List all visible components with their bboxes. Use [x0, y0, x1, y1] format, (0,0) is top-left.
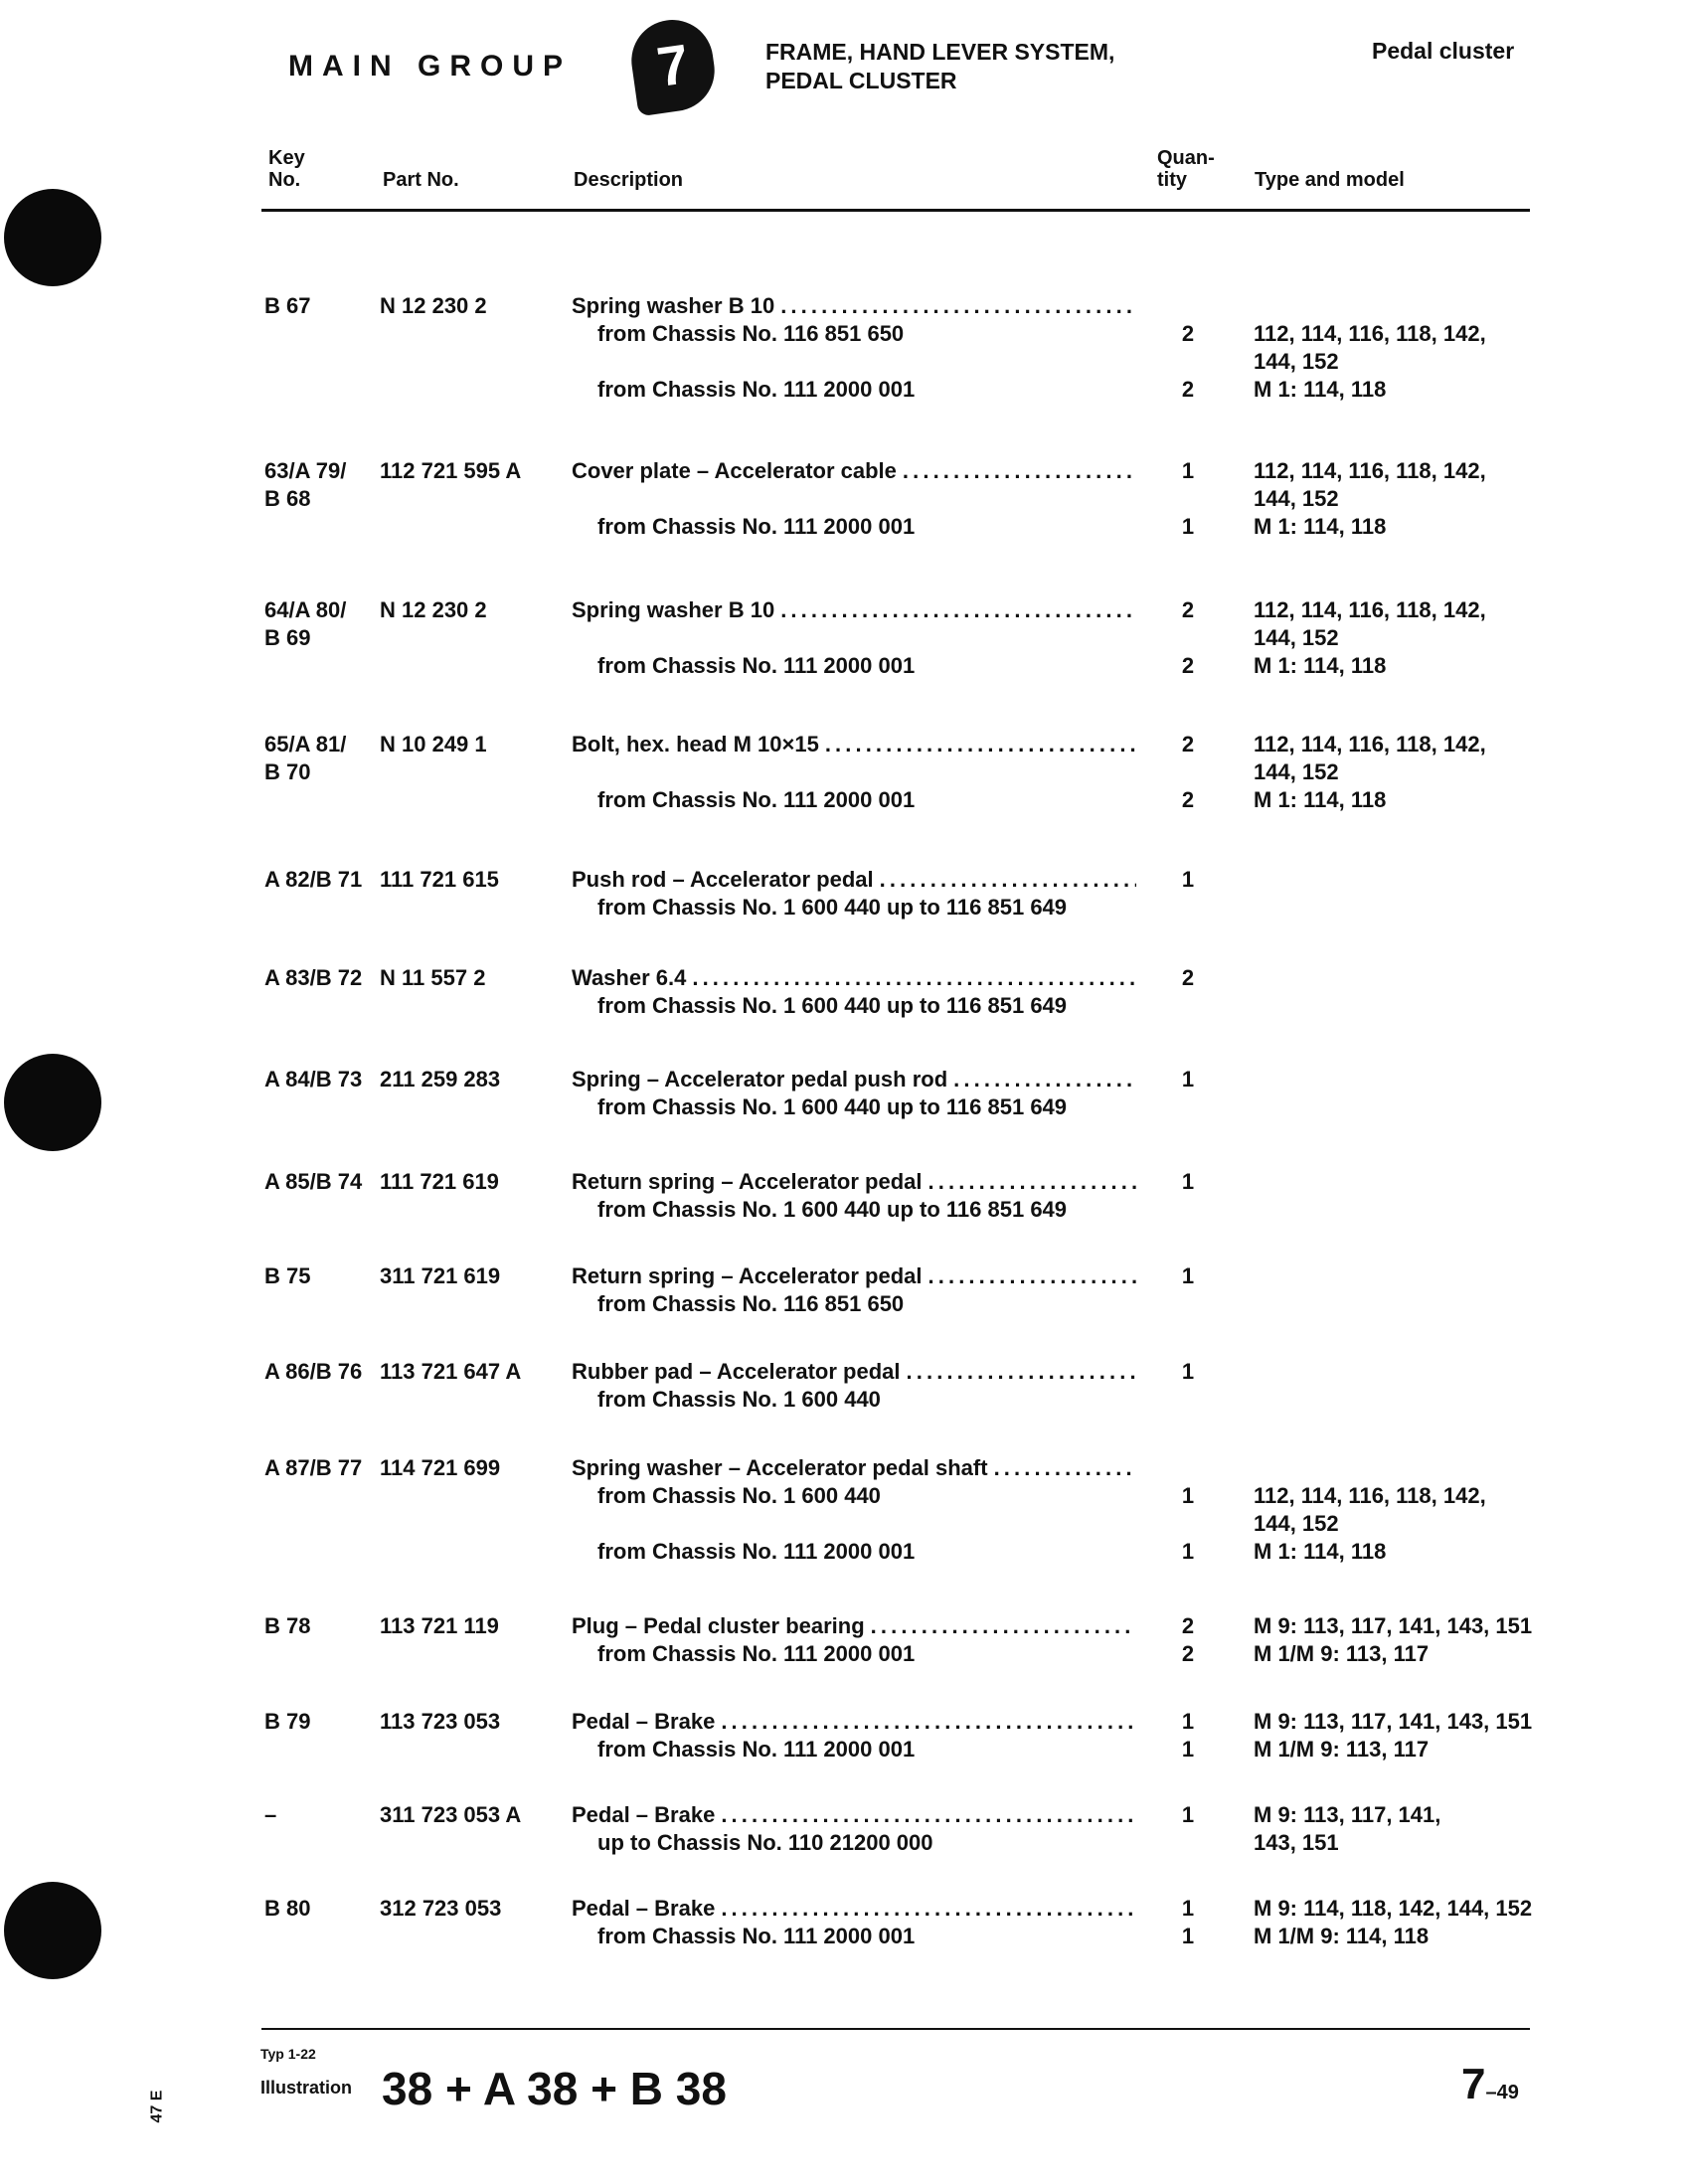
description: [572, 1801, 1136, 1829]
footer-illustration-ref: 38 + A 38 + B 38: [382, 2063, 727, 2114]
key-no: A 82/B 71: [264, 867, 363, 892]
quantity: 2: [1181, 321, 1195, 346]
col-quantity: Quan- tity: [1157, 147, 1215, 191]
type-model: 112, 114, 116, 118, 142, 144, 152: [1254, 1483, 1486, 1536]
footer-typ: Typ 1-22: [260, 2046, 316, 2062]
quantity: 1: [1181, 1169, 1195, 1194]
part-no: 113 721 119: [380, 1613, 499, 1638]
description: [572, 964, 1136, 992]
quantity: 1: [1181, 1483, 1195, 1508]
key-no: A 83/B 72: [264, 965, 363, 990]
description-text: Rubber pad – Accelerator pedal: [572, 1359, 901, 1384]
quantity: 2: [1181, 787, 1195, 812]
quantity: 1: [1181, 867, 1195, 892]
description-text: Spring washer B 10: [572, 597, 775, 622]
part-no: 311 723 053 A: [380, 1802, 522, 1827]
quantity: 1: [1181, 1263, 1195, 1288]
dot-leader: [907, 1358, 1136, 1386]
description-text: Spring washer B 10: [572, 293, 775, 318]
description: [572, 1168, 1136, 1196]
dot-leader: [780, 292, 1136, 320]
quantity: 2: [1181, 597, 1195, 622]
dot-leader: [721, 1708, 1136, 1736]
description-text: Pedal – Brake: [572, 1802, 716, 1827]
description-detail: from Chassis No. 1 600 440 up to 116 851 649: [597, 1197, 1068, 1222]
page-number-sub: –49: [1485, 2082, 1519, 2103]
description-detail: from Chassis No. 111 2000 001: [597, 1924, 916, 1948]
description-detail: from Chassis No. 111 2000 001: [597, 787, 916, 812]
header-rule: [261, 209, 1530, 212]
description: [572, 1895, 1136, 1923]
key-no: A 86/B 76: [264, 1359, 363, 1384]
description-detail: from Chassis No. 116 851 650: [597, 321, 905, 346]
dot-leader: [903, 457, 1136, 485]
description-text: Plug – Pedal cluster bearing: [572, 1613, 865, 1638]
description: [572, 1612, 1136, 1640]
dot-leader: [721, 1895, 1136, 1923]
description-text: Pedal – Brake: [572, 1896, 716, 1921]
key-no: 64/A 80/ B 69: [264, 597, 347, 650]
description: [572, 1262, 1136, 1290]
quantity: 1: [1181, 458, 1195, 483]
type-model: M 9: 113, 117, 141, 143, 151: [1254, 1802, 1441, 1855]
dot-leader: [928, 1168, 1136, 1196]
quantity: 2: [1181, 1613, 1195, 1638]
description-text: Spring – Accelerator pedal push rod: [572, 1067, 948, 1092]
key-no: A 85/B 74: [264, 1169, 363, 1194]
type-model: M 1: 114, 118: [1254, 1539, 1387, 1564]
part-no: 112 721 595 A: [380, 458, 522, 483]
quantity: 2: [1181, 653, 1195, 678]
col-type-model: Type and model: [1255, 169, 1405, 191]
description-detail: up to Chassis No. 110 21200 000: [597, 1830, 933, 1855]
quantity: 1: [1181, 1709, 1195, 1734]
part-no: 111 721 619: [380, 1169, 499, 1194]
col-description: Description: [574, 169, 684, 191]
punch-hole-middle: [4, 1054, 101, 1151]
description-text: Bolt, hex. head M 10×15: [572, 732, 819, 756]
type-model: M 9: 114, 118, 142, 144, 152: [1254, 1896, 1533, 1921]
dot-leader: [880, 866, 1136, 894]
key-no: B 78: [264, 1613, 311, 1638]
dot-leader: [928, 1262, 1136, 1290]
key-no: B 67: [264, 293, 311, 318]
punch-hole-bottom: [4, 1882, 101, 1979]
quantity: 1: [1181, 1802, 1195, 1827]
description: [572, 731, 1136, 758]
description-detail: from Chassis No. 111 2000 001: [597, 653, 916, 678]
type-model: M 1: 114, 118: [1254, 377, 1387, 402]
section-title: Pedal cluster: [1372, 38, 1515, 64]
footer-illustration-label: Illustration: [260, 2078, 353, 2098]
dot-leader: [692, 964, 1136, 992]
part-no: 113 721 647 A: [380, 1359, 522, 1384]
part-no: 312 723 053: [380, 1896, 502, 1921]
quantity: 1: [1181, 1359, 1195, 1384]
description-detail: from Chassis No. 116 851 650: [597, 1291, 905, 1316]
type-model: M 1/M 9: 113, 117: [1254, 1641, 1430, 1666]
part-no: N 11 557 2: [380, 965, 486, 990]
description-detail: from Chassis No. 1 600 440: [597, 1483, 881, 1508]
description: [572, 292, 1136, 320]
side-code: 47 E: [148, 2090, 166, 2123]
key-no: B 75: [264, 1263, 311, 1288]
type-model: M 1: 114, 118: [1254, 653, 1387, 678]
type-model: M 1/M 9: 113, 117: [1254, 1737, 1430, 1762]
description: [572, 457, 1136, 485]
dot-leader: [994, 1454, 1136, 1482]
quantity: 1: [1181, 1737, 1195, 1762]
description-detail: from Chassis No. 1 600 440: [597, 1387, 881, 1412]
key-no: B 79: [264, 1709, 311, 1734]
key-no: 63/A 79/ B 68: [264, 458, 347, 511]
description-detail: from Chassis No. 1 600 440 up to 116 851 649: [597, 1094, 1068, 1119]
dot-leader: [780, 596, 1136, 624]
description-detail: from Chassis No. 111 2000 001: [597, 1539, 916, 1564]
description-text: Washer 6.4: [572, 965, 687, 990]
key-no: B 80: [264, 1896, 311, 1921]
col-part-no: Part No.: [383, 169, 459, 191]
key-no: A 84/B 73: [264, 1067, 363, 1092]
dot-leader: [721, 1801, 1136, 1829]
group-title: [765, 38, 1114, 95]
footer-rule: [261, 2028, 1530, 2030]
group-title-line1: FRAME, HAND LEVER SYSTEM,: [765, 39, 1115, 65]
quantity: 2: [1181, 1641, 1195, 1666]
description: [572, 1358, 1136, 1386]
dot-leader: [871, 1612, 1136, 1640]
description-detail: from Chassis No. 111 2000 001: [597, 1737, 916, 1762]
dot-leader: [825, 731, 1136, 758]
part-no: N 12 230 2: [380, 293, 487, 318]
part-no: 111 721 615: [380, 867, 499, 892]
quantity: 2: [1181, 377, 1195, 402]
description: [572, 1454, 1136, 1482]
quantity: 2: [1181, 965, 1195, 990]
description-text: Pedal – Brake: [572, 1709, 716, 1734]
part-no: 211 259 283: [380, 1067, 501, 1092]
type-model: M 9: 113, 117, 141, 143, 151: [1254, 1613, 1533, 1638]
group-number-badge: 7: [626, 15, 720, 117]
quantity: 1: [1181, 1067, 1195, 1092]
type-model: M 1: 114, 118: [1254, 514, 1387, 539]
key-no: 65/A 81/ B 70: [264, 732, 347, 784]
type-model: M 9: 113, 117, 141, 143, 151: [1254, 1709, 1533, 1734]
part-no: 113 723 053: [380, 1709, 501, 1734]
description: [572, 1066, 1136, 1093]
description-text: Return spring – Accelerator pedal: [572, 1169, 923, 1194]
key-no: A 87/B 77: [264, 1455, 363, 1480]
description: [572, 1708, 1136, 1736]
description-detail: from Chassis No. 1 600 440 up to 116 851 649: [597, 895, 1068, 920]
type-model: 112, 114, 116, 118, 142, 144, 152: [1254, 321, 1486, 374]
type-model: M 1: 114, 118: [1254, 787, 1387, 812]
description-text: Cover plate – Accelerator cable: [572, 458, 897, 483]
type-model: 112, 114, 116, 118, 142, 144, 152: [1254, 597, 1486, 650]
dot-leader: [953, 1066, 1136, 1093]
description: [572, 596, 1136, 624]
quantity: 1: [1181, 1924, 1195, 1948]
part-no: N 10 249 1: [380, 732, 487, 756]
part-no: N 12 230 2: [380, 597, 487, 622]
type-model: M 1/M 9: 114, 118: [1254, 1924, 1430, 1948]
quantity: 2: [1181, 732, 1195, 756]
part-no: 311 721 619: [380, 1263, 501, 1288]
group-title-line2: PEDAL CLUSTER: [765, 68, 957, 93]
type-model: 112, 114, 116, 118, 142, 144, 152: [1254, 732, 1486, 784]
key-no: –: [264, 1802, 277, 1827]
quantity: 1: [1181, 1539, 1195, 1564]
description-detail: from Chassis No. 111 2000 001: [597, 377, 916, 402]
main-group-label: MAIN GROUP: [288, 50, 572, 83]
part-no: 114 721 699: [380, 1455, 501, 1480]
quantity: 1: [1181, 1896, 1195, 1921]
quantity: 1: [1181, 514, 1195, 539]
description-text: Push rod – Accelerator pedal: [572, 867, 874, 892]
description-text: Return spring – Accelerator pedal: [572, 1263, 923, 1288]
description-detail: from Chassis No. 1 600 440 up to 116 851 649: [597, 993, 1068, 1018]
punch-hole-top: [4, 189, 101, 286]
type-model: 112, 114, 116, 118, 142, 144, 152: [1254, 458, 1486, 511]
col-key-no: Key No.: [268, 147, 305, 191]
description-text: Spring washer – Accelerator pedal shaft: [572, 1455, 988, 1480]
description-detail: from Chassis No. 111 2000 001: [597, 1641, 916, 1666]
description-detail: from Chassis No. 111 2000 001: [597, 514, 916, 539]
page-number-main: 7: [1461, 2060, 1486, 2108]
description: [572, 866, 1136, 894]
page-number: [1461, 2060, 1519, 2109]
